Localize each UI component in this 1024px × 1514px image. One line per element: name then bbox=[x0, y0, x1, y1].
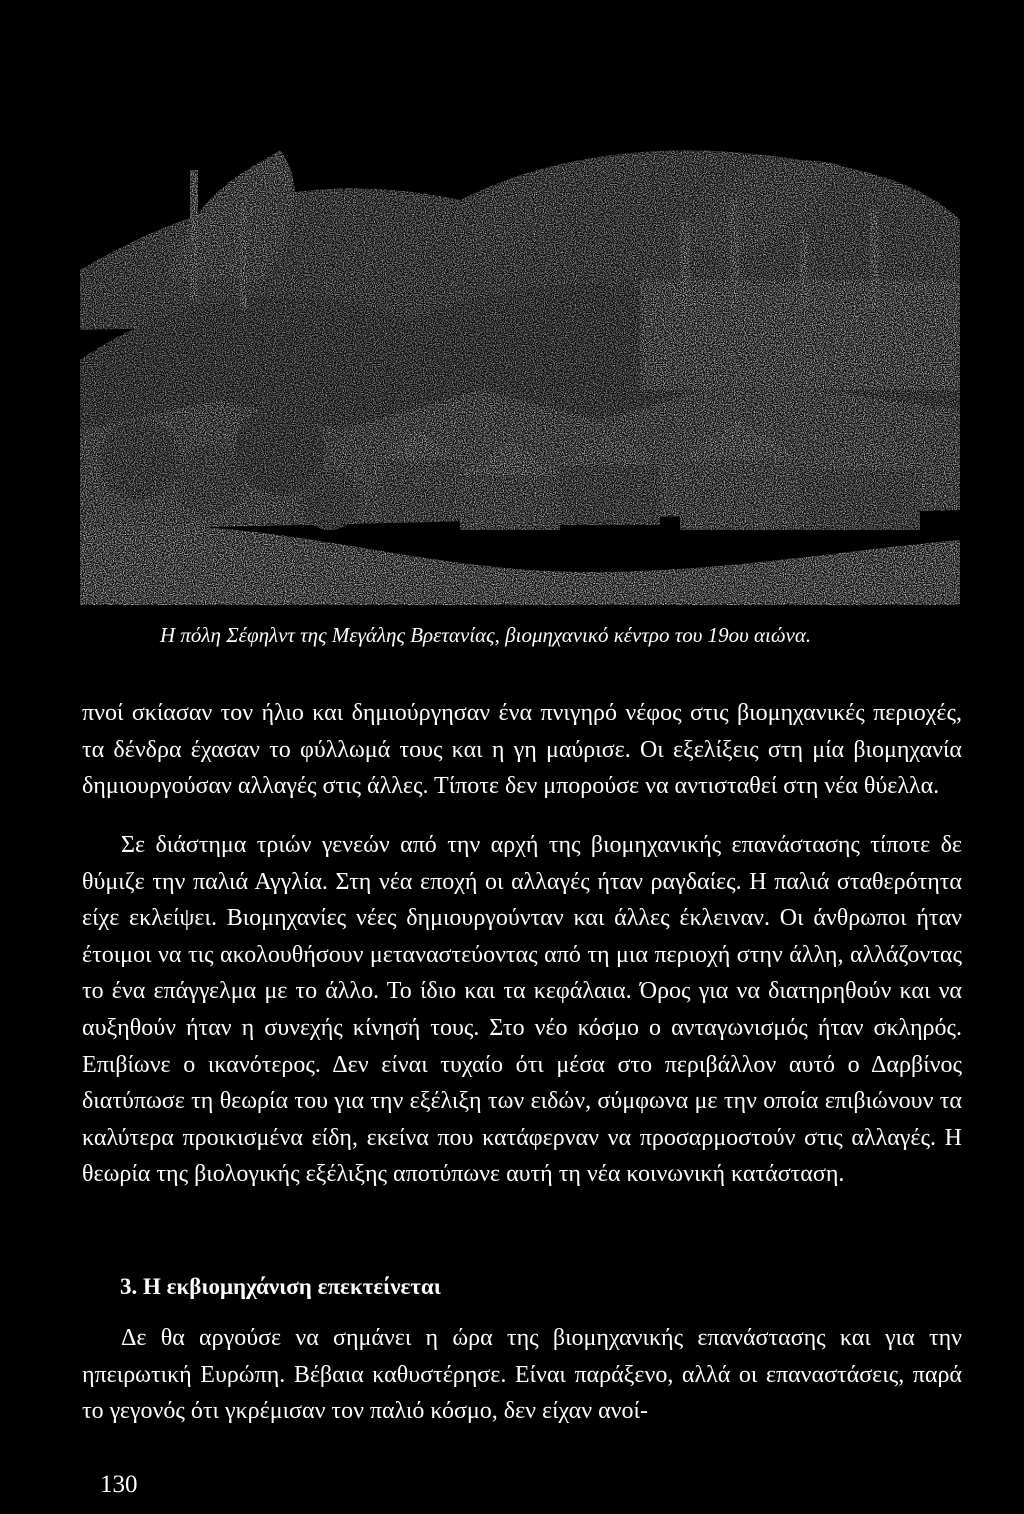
section-heading: 3. Η εκβιομηχάνιση επεκτείνεται bbox=[120, 1274, 441, 1299]
illustration-drawing bbox=[80, 130, 960, 605]
figure-caption: Η πόλη Σέφηλντ της Μεγάλης Βρετανίας, βιομηχανικό κέντρο του 19ου αιώνα. bbox=[160, 623, 812, 647]
sheffield-illustration bbox=[80, 130, 960, 605]
paragraph-1: πνοί σκίασαν τον ήλιο και δημιούργησαν ένα πνιγηρό νέφος στις βιομηχανικές περιοχές, τα δένδρα έχασαν το φύλλωμά τους και η γη μαύρισε. Οι εξελίξεις στη μία βιομηχανία δημιουργούσαν αλλαγές στις άλλες. Τίποτε δεν μπορούσε να αντισταθεί στη νέα θύελλα. bbox=[82, 700, 962, 800]
paragraph-2: Σε διάστημα τριών γενεών από την αρχή της βιομηχανικής επανάστασης τίποτε δε θύμιζε την παλιά Αγγλία. Στη νέα εποχή οι αλλαγές ήταν ραγδαίες. Η παλιά σταθερότητα είχε εκλείψει. Βιομηχανίες νέες δημιουργούνταν και άλλες έκλειναν. Οι άνθρωποι ήταν έτοιμοι να τις ακολουθήσουν μεταναστεύοντας από τη μια περιοχή στην άλλη, αλλάζοντας το ένα επάγγελμα με το άλλο. Το ίδιο και τα κεφάλαια. Όρος για να διατηρηθούν και να αυξηθούν ήταν η συνεχής κίνησή τους. Στο νέο κόσμο ο ανταγωνισμός ήταν σκληρός. Επιβίωνε ο ικανότερος. Δεν είναι τυχαίο ότι μέσα στο περιβάλλον αυτό ο Δαρβίνος διατύπωσε τη θεωρία του για την εξέλιξη των ειδών, σύμφωνα με την οποία επιβιώνουν τα καλύτερα προικισμένα είδη, εκείνα που κατάφερναν να προσαρμοστούν στις αλλαγές. Η θεωρία της βιολογικής εξέλιξης αποτύπωνε αυτή τη νέα κοινωνική κατάσταση. bbox=[82, 832, 962, 1188]
paragraph-3: Δε θα αργούσε να σημάνει η ώρα της βιομηχανικής επανάστασης και για την ηπειρωτική Ευρώπη. Βέβαια καθυστέρησε. Είναι παράξενο, αλλά οι επαναστάσεις, παρά το γεγονός ότι γκρέμισαν τον παλιό κόσμο, δεν είχαν ανοί- bbox=[82, 1325, 962, 1425]
page-number: 130 bbox=[100, 1471, 138, 1498]
